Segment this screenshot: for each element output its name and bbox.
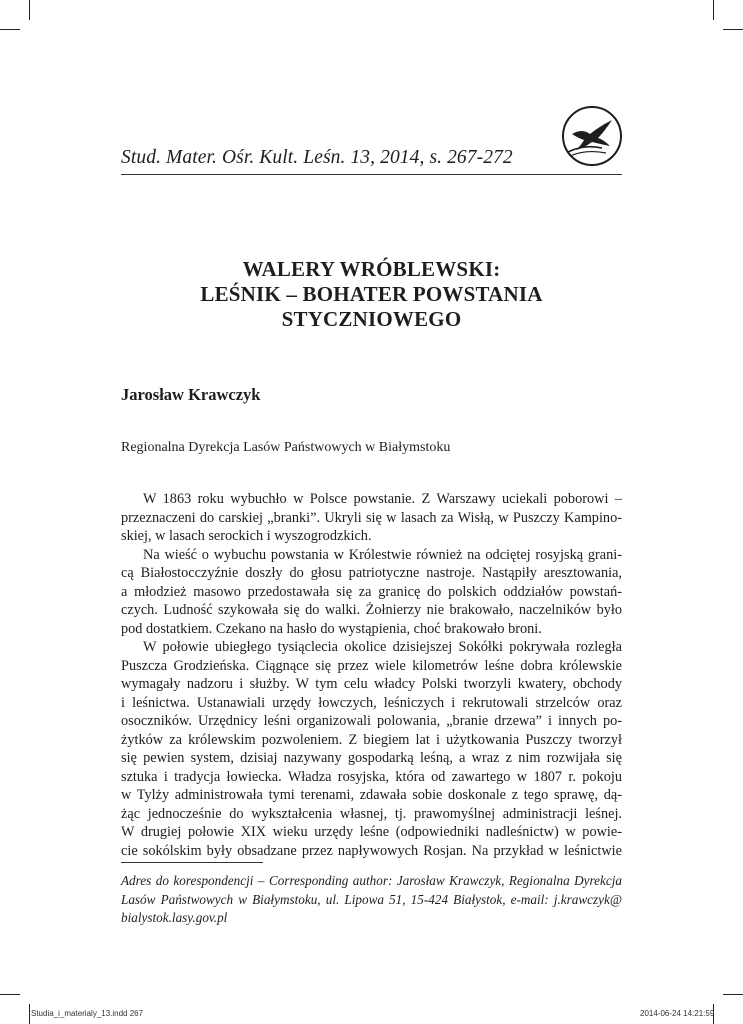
footnote-line: Adres do korespondencji – Corresponding author: Jarosław Krawczyk, Regionalna Dyrekcja (121, 873, 622, 888)
body-line: wymagały nadzoru i służby. W tym celu władcy Polski tworzyli kwatery, obchody (121, 676, 622, 692)
crop-mark (713, 0, 714, 20)
body-line: czych. Ludność szykowała się do walki. Żołnierzy nie brakowało, naczelników było (121, 602, 622, 618)
body-line: cie sokólskim były obsadzane przez napływowych Rosjan. Na przykład w leśnictwie (121, 842, 622, 859)
body-line: osoczników. Urzędnicy leśni organizowali polowania, „branie drzewa” i innych po- (121, 713, 622, 729)
journal-reference: Stud. Mater. Ośr. Kult. Leśn. 13, 2014, s. 267-272 (121, 147, 513, 168)
body-text (121, 490, 622, 860)
crop-mark (723, 29, 743, 30)
body-line: żąc jednocześnie do wykształcenia własnej, tj. prawomyślnej administracji leśnej. (121, 805, 622, 822)
body-line: W połowie ubiegłego tysiąclecia okolice dzisiejszej Sokółki pokrywała rozległa (143, 639, 622, 655)
body-line: w Tylży administrowała tymi terenami, zdawała sobie doskonale z tego sprawę, dą- (121, 787, 622, 803)
crop-mark (723, 994, 743, 995)
crop-mark (29, 0, 30, 20)
footnote-line: Lasów Państwowych w Białymstoku, ul. Lipowa 51, 15-424 Białystok, e-mail: j.krawczyk@ (121, 891, 622, 907)
body-line: sztuka i tradycja łowiecka. Władza rosyjska, która od zawartego w 1807 r. pokoju (121, 768, 622, 785)
crop-mark (0, 994, 20, 995)
body-line: W drugiej połowie XIX wieku urzędy leśne (odpowiedniki nadleśnictw) w powie- (121, 824, 622, 840)
footnote-line: bialystok.lasy.gov.pl (121, 910, 228, 925)
title-line: WALERY WRÓBLEWSKI: (242, 257, 501, 281)
body-line: Puszcza Grodzieńska. Ciągnące się przez wiele kilometrów leśne dobra królewskie (121, 657, 622, 674)
body-line: się pewien system, dzisiaj nazywany gospodarką leśną, a wraz z nim rozwijała się (121, 750, 622, 766)
header-rule (121, 174, 622, 175)
article-title (121, 257, 622, 332)
correspondence-footnote (121, 872, 622, 928)
body-line: żytków za królewskim pozwoleniem. Z biegiem lat i użytkowania Puszczy tworzył (121, 731, 622, 748)
footnote-rule (121, 862, 263, 863)
body-line: W 1863 roku wybuchło w Polsce powstanie. Z Warszawy uciekali poborowi – (143, 491, 622, 507)
body-line: Na wieść o wybuchu powstania w Królestwie również na odciętej rosyjską grani- (143, 546, 622, 563)
author-name: Jarosław Krawczyk (121, 385, 261, 404)
author-affiliation: Regionalna Dyrekcja Lasów Państwowych w Białymstoku (121, 440, 451, 455)
body-line: pod dostatkiem. Czekano na hasło do wystąpienia, choć brakowało broni. (121, 620, 542, 637)
print-slug-timestamp: 2014-06-24 14:21:59 (640, 1009, 715, 1018)
body-line: przeznaczeni do carskiej „branki”. Ukryli się w lasach za Wisłą, w Puszczy Kampino- (121, 509, 622, 526)
body-line: a młodzież masowo przedostawała się za granicę do polskich oddziałów powstań- (121, 583, 622, 600)
title-line: LEŚNIK – BOHATER POWSTANIA (200, 282, 543, 306)
print-slug-file: Studia_i_materialy_13.indd 267 (31, 1009, 144, 1018)
body-line: skiej, w lasach serockich i wyszogrodzkich. (121, 528, 372, 544)
body-line: i leśnictwa. Ustanawiali urzędy łowczych, leśniczych i rekrutowali strzelców oraz (121, 694, 622, 711)
body-line: cą Białostocczyźnie doszły do głosu patriotyczne nastroje. Nastąpiły aresztowania, (121, 565, 622, 581)
title-line: STYCZNIOWEGO (281, 307, 462, 331)
crop-mark (0, 29, 20, 30)
crop-mark (29, 1004, 30, 1024)
